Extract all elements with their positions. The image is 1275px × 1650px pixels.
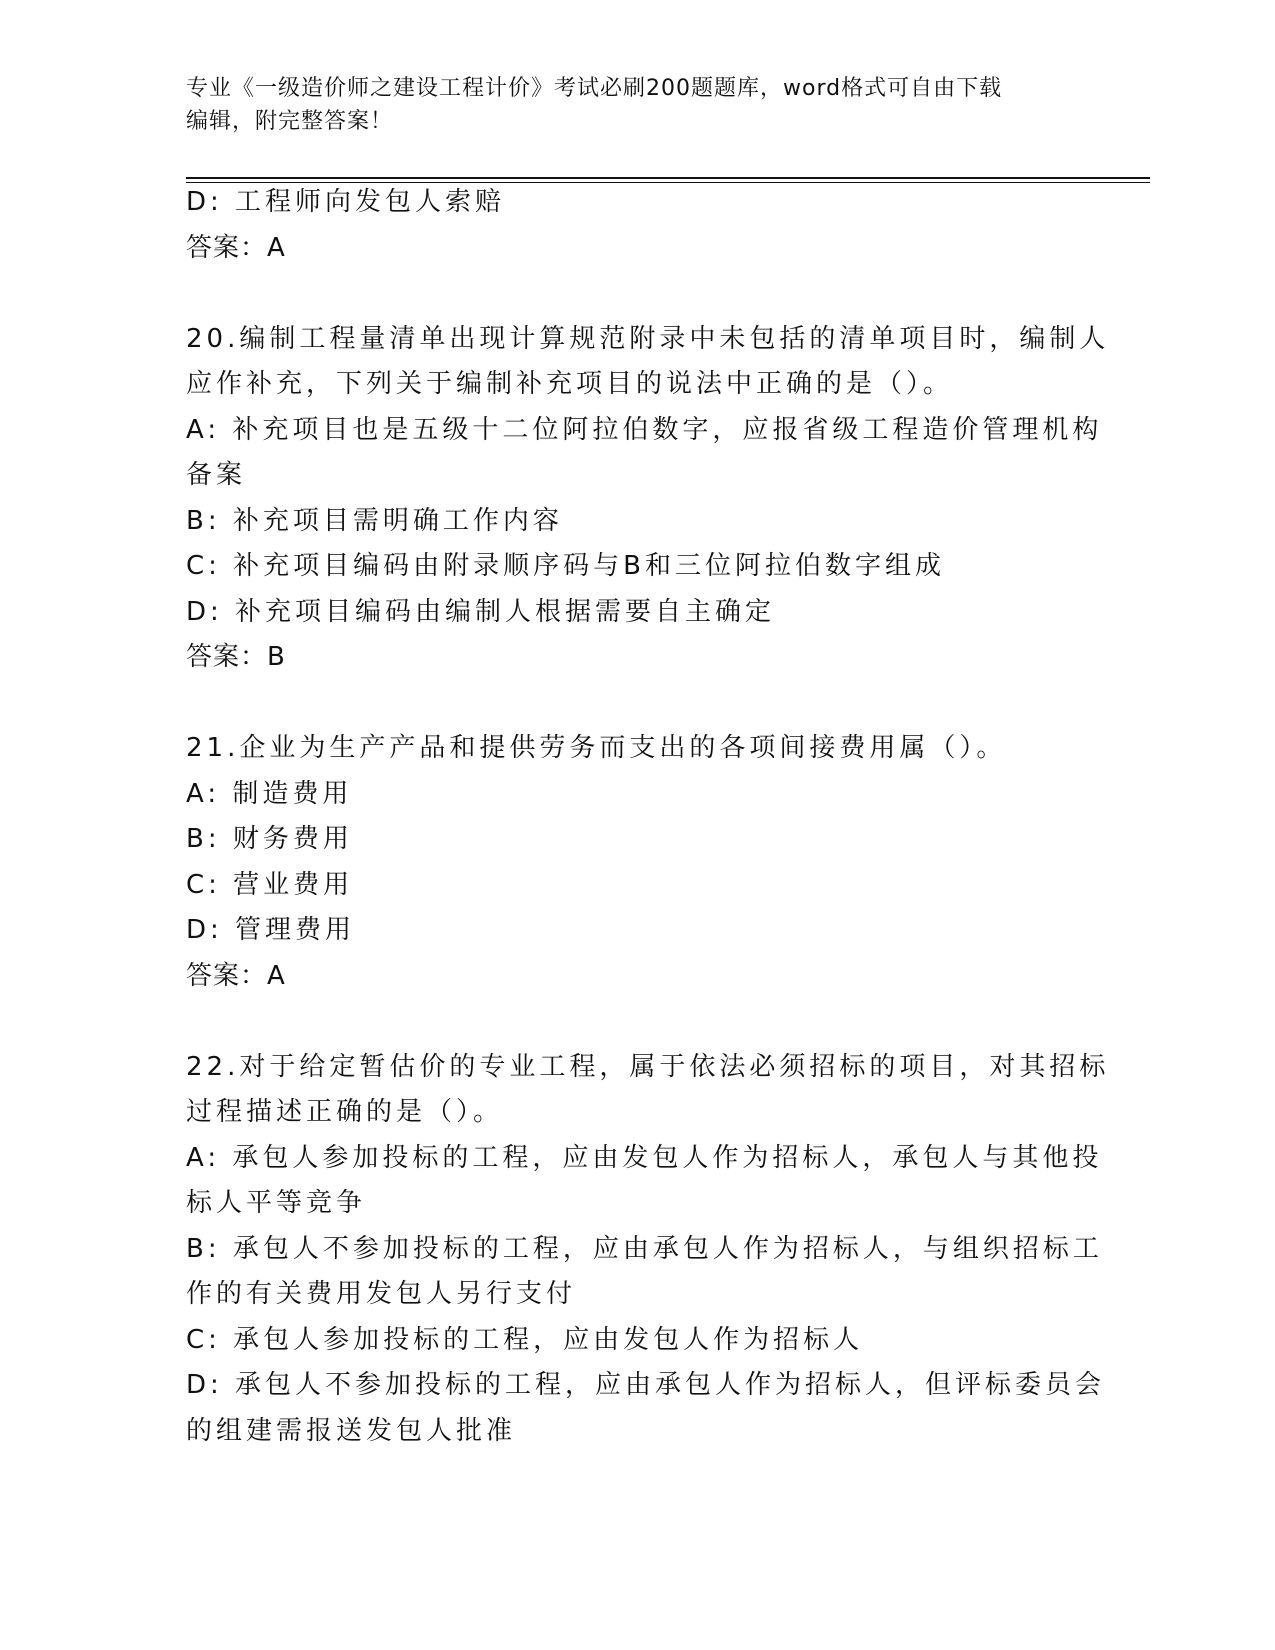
spacer [186, 681, 1066, 727]
header-line-1: 专业《一级造价师之建设工程计价》考试必刷200题题库，word格式可自由下载 [186, 76, 1003, 101]
q20-option-b: B: 补充项目需明确工作内容 [186, 505, 563, 536]
q20-answer: 答案：B [186, 642, 286, 672]
q20-stem-line-1: 20.编制工程量清单出现计算规范附录中未包括的清单项目时，编制人 [186, 323, 1110, 354]
header-divider-thick [186, 177, 1150, 179]
q20-stem-line-2: 应作补充，下列关于编制补充项目的说法中正确的是（）。 [186, 369, 954, 399]
q22-option-a-line-2: 标人平等竞争 [186, 1188, 367, 1218]
q22-option-b-line-1: B: 承包人不参加投标的工程，应由承包人作为招标人，与组织招标工 [186, 1233, 1103, 1264]
q20-option-c: C: 补充项目编码由附录顺序码与B和三位阿拉伯数字组成 [186, 551, 946, 581]
q22-option-a-line-1: A: 承包人参加投标的工程，应由发包人作为招标人，承包人与其他投 [186, 1142, 1103, 1173]
page-header [186, 72, 1066, 138]
q21-option-a: A: 制造费用 [186, 778, 353, 809]
spacer [186, 999, 1066, 1045]
q20-option-d: D: 补充项目编码由编制人根据需要自主确定 [186, 596, 776, 627]
q22-stem-line-2: 过程描述正确的是（）。 [186, 1097, 504, 1127]
q22-option-b-line-2: 作的有关费用发包人另行支付 [186, 1279, 577, 1309]
q22-option-c: C: 承包人参加投标的工程，应由发包人作为招标人 [186, 1324, 864, 1355]
spacer [186, 271, 1066, 317]
q21-option-b: B: 财务费用 [186, 824, 353, 854]
q19-option-d: D: 工程师向发包人索赔 [186, 187, 506, 217]
q20-option-a-line-2: 备案 [186, 460, 247, 490]
q21-answer: 答案：A [186, 960, 286, 991]
q21-stem: 21.企业为生产产品和提供劳务而支出的各项间接费用属（）。 [186, 733, 1007, 763]
q20-option-a-line-1: A: 补充项目也是五级十二位阿拉伯数字，应报省级工程造价管理机构 [186, 414, 1103, 445]
q22-stem-line-1: 22.对于给定暂估价的专业工程，属于依法必须招标的项目，对其招标 [186, 1051, 1110, 1082]
question-body [186, 180, 1110, 1454]
q21-option-c: C: 营业费用 [186, 869, 354, 900]
q21-option-d: D: 管理费用 [186, 915, 356, 945]
q22-option-d-line-1: D: 承包人不参加投标的工程，应由承包人作为招标人，但评标委员会 [186, 1370, 1106, 1400]
header-line-2: 编辑，附完整答案！ [186, 109, 394, 134]
q19-answer: 答案：A [186, 232, 286, 263]
q22-option-d-line-2: 的组建需报送发包人批准 [186, 1415, 517, 1446]
